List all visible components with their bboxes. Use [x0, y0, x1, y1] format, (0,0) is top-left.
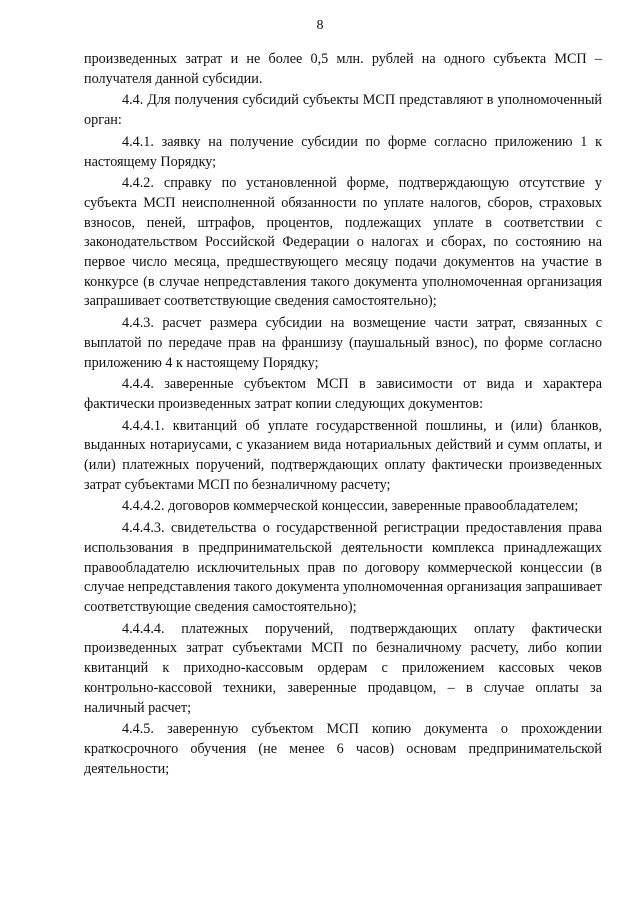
document-body — [84, 50, 602, 781]
paragraph-4-4-5: 4.4.5. заверенную субъектом МСП копию документа о прохождении краткосрочного обучения (не менее 6 часов) основам предпринимательской деятельности; — [84, 721, 602, 777]
paragraph-4-4-4: 4.4.4. заверенные субъектом МСП в зависимости от вида и характера фактически произведенных затрат копии следующих документов: — [84, 376, 602, 412]
paragraph-4-4-4-3: 4.4.4.3. свидетельства о государственной регистрации предоставления права использования в предпринимательской деятельности комплекса принадлежащих правообладателю исключительных прав по договору коммерческой концессии (в случае непредставления такого документа уполномоченная организация запрашивает соответствующие сведения самостоятельно); — [84, 520, 602, 615]
paragraph-continuation: произведенных затрат и не более 0,5 млн. рублей на одного субъекта МСП – получателя данной субсидии. — [84, 51, 602, 87]
paragraph-4-4-4-4: 4.4.4.4. платежных поручений, подтверждающих оплату фактически произведенных затрат субъектами МСП по безналичному расчету, либо копии квитанций к приходно-кассовым ордерам с приложением кассовых чеков контрольно-кассовой техники, заверенные продавцом, – в случае оплаты за наличный расчет; — [84, 620, 602, 716]
page-number: 8 — [316, 18, 324, 33]
paragraph-4-4-4-2: 4.4.4.2. договоров коммерческой концессии, заверенные правообладателем; — [122, 498, 579, 515]
paragraph-4-4-3: 4.4.3. расчет размера субсидии на возмещение части затрат, связанных с выплатой по передаче прав на франшизу (паушальный взнос), по форме согласно приложению 4 к настоящему Порядку; — [84, 315, 602, 371]
paragraph-4-4-1: 4.4.1. заявку на получение субсидии по форме согласно приложению 1 к настоящему Порядку; — [84, 133, 602, 170]
paragraph-4-4: 4.4. Для получения субсидий субъекты МСП представляют в уполномоченный орган: — [84, 92, 602, 129]
paragraph-4-4-2: 4.4.2. справку по установленной форме, подтверждающую отсутствие у субъекта МСП неисполненной обязанности по уплате налогов, сборов, страховых взносов, пеней, штрафов, процентов, подлежащих уплате в соответствии с законодательством Российской Федерации о налогах и сборах, по состоянию на первое число месяца, предшествующего месяцу подачи документов на участие в конкурсе (в случае непредставления такого документа уполномоченная организация запрашивает соответствующие сведения самостоятельно); — [84, 175, 602, 310]
paragraph-4-4-4-1: 4.4.4.1. квитанций об уплате государственной пошлины, и (или) бланков, выданных нотариусами, с указанием вида нотариальных действий и сумм оплаты, и (или) платежных поручений, подтверждающих оплату фактически произведенных затрат субъектами МСП по безналичному расчету; — [84, 417, 602, 493]
